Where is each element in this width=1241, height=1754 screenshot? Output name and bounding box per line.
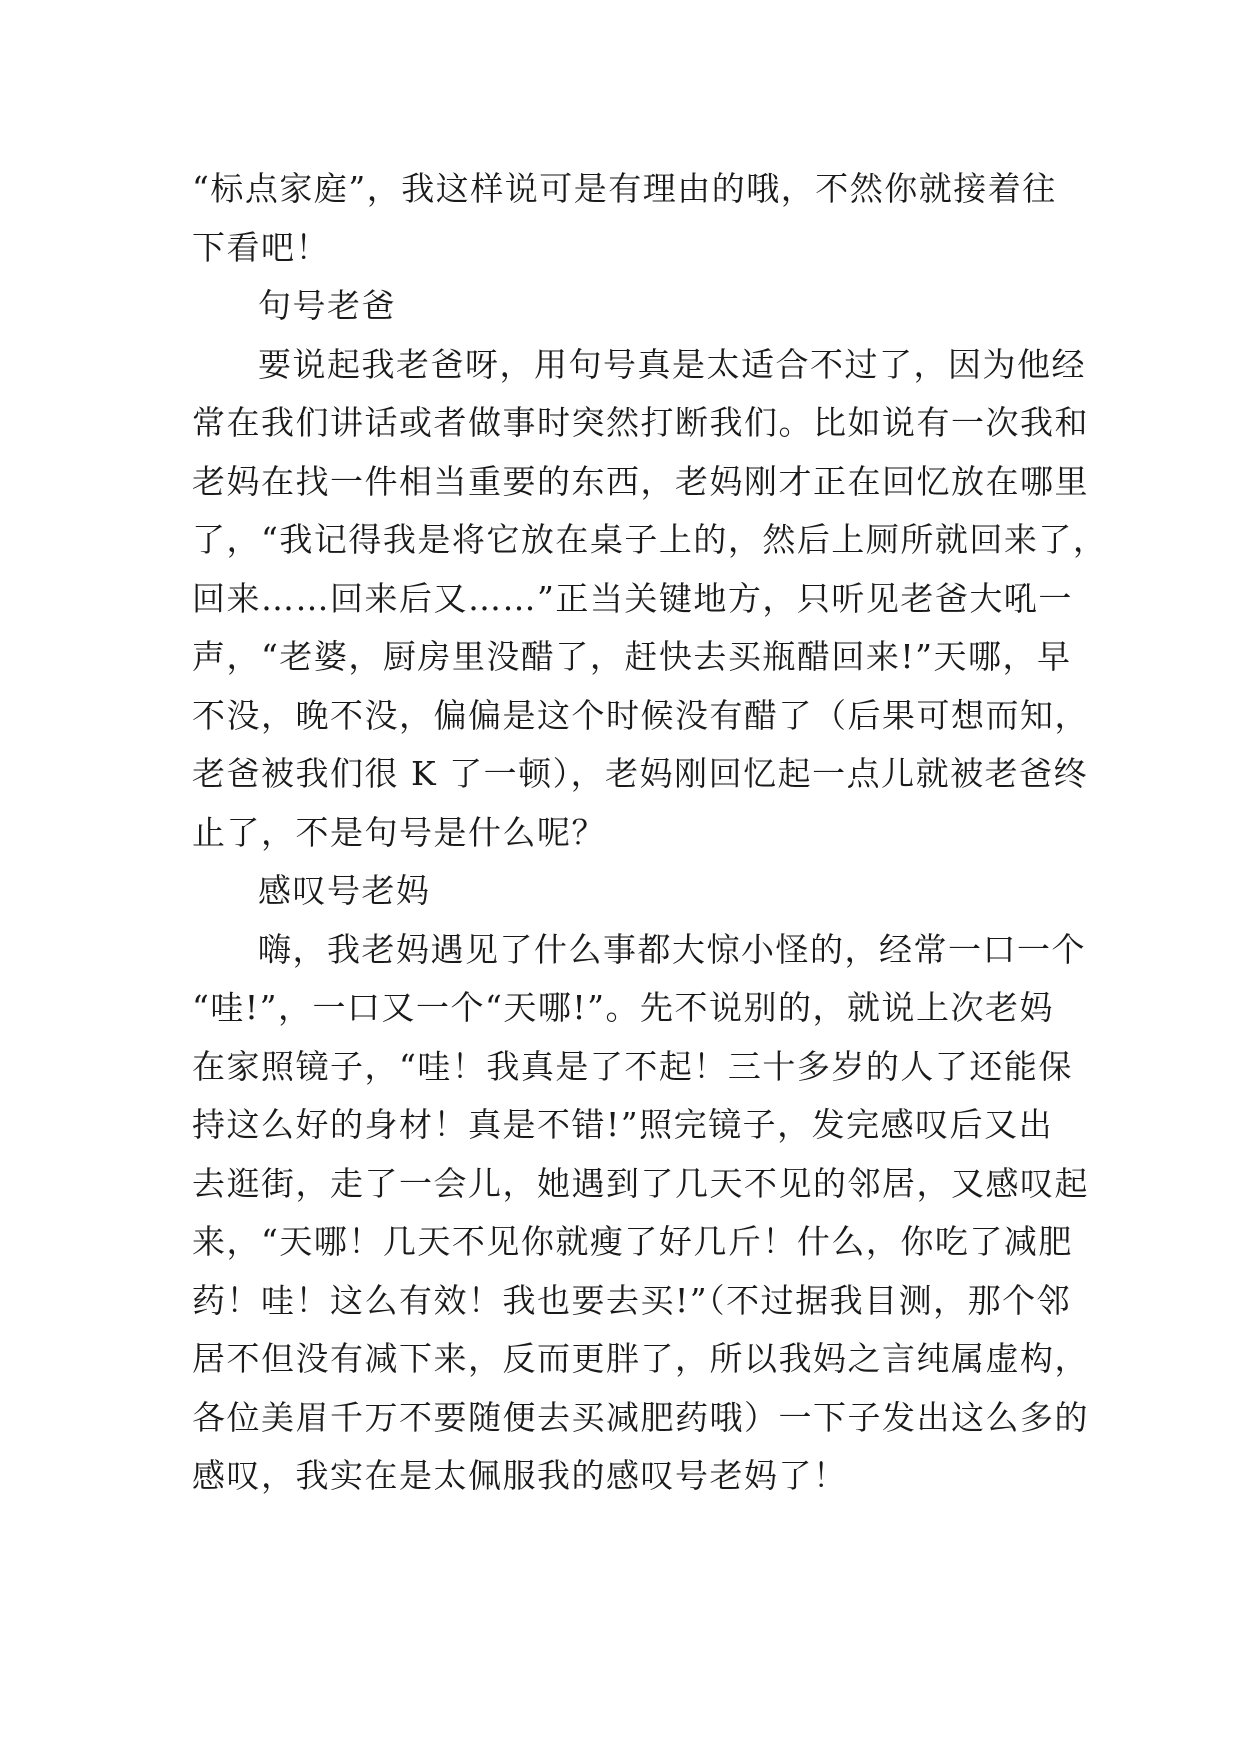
text-line: 常在我们讲话或者做事时突然打断我们。比如说有一次我和 — [192, 403, 1089, 442]
text-line: 持这么好的身材！真是不错!”照完镜子，发完感叹后又出 — [192, 1105, 1054, 1144]
text-line: “哇!”，一口又一个“天哪!”。先不说别的，就说上次老妈 — [192, 988, 1055, 1027]
text-line: 各位美眉千万不要随便去买减肥药哦）一下子发出这么多的 — [192, 1397, 1089, 1437]
section-heading: 句号老爸 — [258, 286, 396, 325]
text-line: 不没，晚不没，偏偏是这个时候没有醋了（后果可想而知， — [192, 695, 1089, 735]
section-heading: 感叹号老妈 — [258, 871, 431, 910]
text-line: 在家照镜子，“哇！我真是了不起！三十多岁的人了还能保 — [192, 1046, 1073, 1086]
text-line: 下看吧！ — [192, 227, 330, 267]
text-line: 来，“天哪！几天不见你就瘦了好几斤！什么，你吃了减肥 — [192, 1222, 1073, 1261]
text-line: 声，“老婆，厨房里没醋了，赶快去买瓶醋回来!”天哪，早 — [192, 637, 1072, 676]
text-line: 居不但没有减下来，反而更胖了，所以我妈之言纯属虚构， — [192, 1339, 1089, 1378]
text-line: “标点家庭”，我这样说可是有理由的哦，不然你就接着往 — [192, 169, 1057, 208]
text-line: 老妈在找一件相当重要的东西，老妈刚才正在回忆放在哪里 — [192, 461, 1089, 501]
text-line: 嗨，我老妈遇见了什么事都大惊小怪的，经常一口一个 — [258, 929, 1086, 969]
text-line: 止了，不是句号是什么呢？ — [192, 812, 606, 852]
text-line: 要说起我老爸呀，用句号真是太适合不过了，因为他经 — [258, 344, 1086, 384]
text-line: 老爸被我们很 K 了一顿），老妈刚回忆起一点儿就被老爸终 — [192, 754, 1089, 793]
text-line: 去逛街，走了一会儿，她遇到了几天不见的邻居，又感叹起 — [192, 1163, 1089, 1203]
text-line: 药！哇！这么有效！我也要去买!”（不过据我目测，那个邻 — [192, 1280, 1072, 1320]
text-line: 回来……回来后又……”正当关键地方，只听见老爸大吼一 — [192, 578, 1073, 618]
document-body — [192, 160, 1108, 1506]
text-line: 了，“我记得我是将它放在桌子上的，然后上厕所就回来了， — [192, 520, 1108, 559]
text-line: 感叹，我实在是太佩服我的感叹号老妈了！ — [192, 1456, 848, 1495]
